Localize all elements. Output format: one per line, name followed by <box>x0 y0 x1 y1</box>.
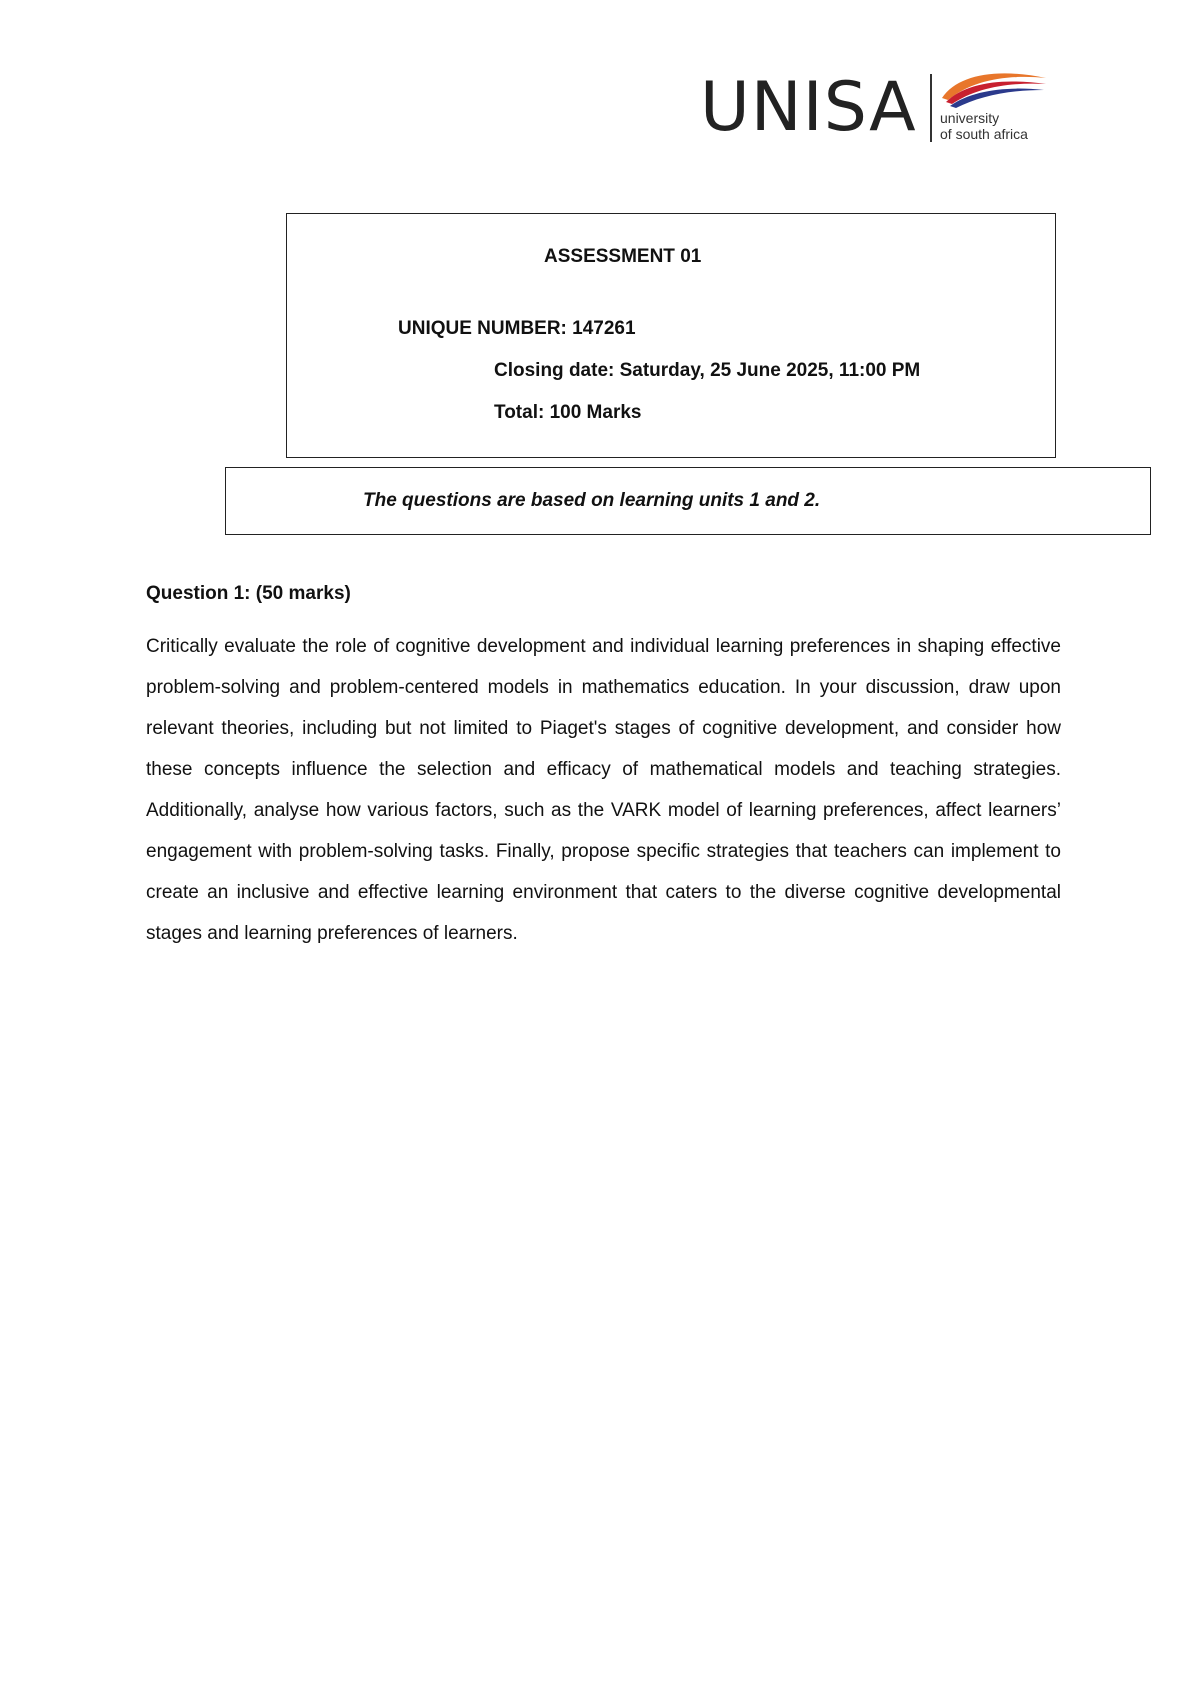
logo-subtitle <box>940 110 1028 142</box>
logo-sub-line2: of south africa <box>940 126 1028 142</box>
logo-wordmark: UNISA <box>700 68 917 147</box>
logo-divider <box>930 74 932 142</box>
learning-units-note: The questions are based on learning units 1 and 2. <box>363 490 821 511</box>
logo-sub-line1: university <box>940 110 1000 126</box>
closing-date: Closing date: Saturday, 25 June 2025, 11:00 PM <box>494 360 921 381</box>
total-marks: Total: 100 Marks <box>494 402 642 423</box>
logo-emblem-icon <box>938 68 1050 112</box>
question-1-body: Critically evaluate the role of cognitive development and individual learning preferences in shaping effective problem-solving and problem-centered models in mathematics education. In your discussion, draw upon relevant theories, including but not limited to Piaget's stages of cognitive development, and consider how these concepts influence the selection and efficacy of mathematical models and teaching strategies. Additionally, analyse how various factors, such as the VARK model of learning preferences, affect learners’ engagement with problem-solving tasks. Finally, propose specific strategies that teachers can implement to create an inclusive and effective learning environment that caters to the diverse cognitive developmental stages and learning preferences of learners. <box>146 636 1061 944</box>
assessment-title: ASSESSMENT 01 <box>544 246 702 267</box>
unique-number: UNIQUE NUMBER: 147261 <box>398 318 636 339</box>
question-1-heading: Question 1: (50 marks) <box>146 583 351 604</box>
unisa-logo <box>700 66 1060 156</box>
